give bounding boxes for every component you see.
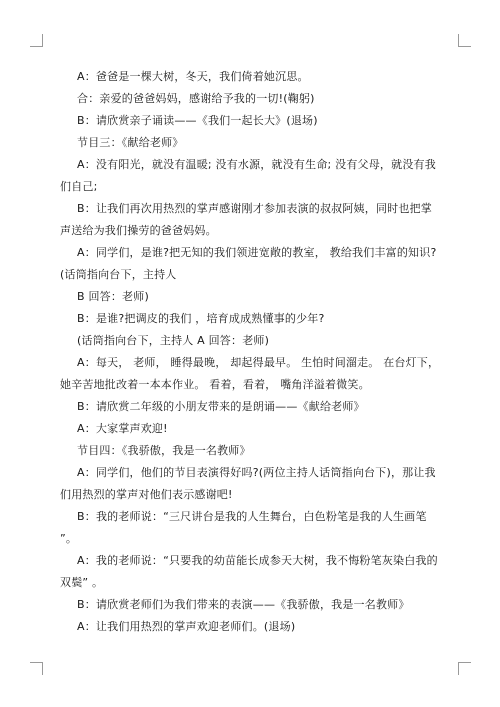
paragraph-16: B：我的老师说：“三尺讲台是我的人生舞台，白色粉笔是我的人生画笔 ”。 [60,510,427,545]
paragraph-13: A：大家掌声欢迎! [77,422,168,435]
section-heading-4: 节目四：《我骄傲，我是一名教师》 [77,444,251,457]
paragraph-15: A：同学们，他们的节目表演得好吗?(两位主持人话筒指向台下)，那让我们用热烈的掌声对他们表示感谢吧! [60,466,436,501]
paragraph-10: (话筒指向台下，主持人 A 回答：老师) [77,334,270,347]
paragraph-19: A：让我们用热烈的掌声欢迎老师们。(退场) [77,620,296,633]
paragraph-6: B：让我们再次用热烈的掌声感谢刚才参加表演的叔叔阿姨，同时也把掌声送给为我们操劳的爸爸妈妈。 [60,202,432,237]
paragraph-1: A：爸爸是一棵大树，冬天，我们倚着她沉思。 [77,70,309,83]
paragraph-12: B：请欣赏二年级的小朋友带来的是朗诵——《献给老师》 [77,400,365,413]
paragraph-3: B：请欣赏亲子诵读——《我们一起长大》(退场) [77,114,318,127]
document-body [60,66,440,638]
paragraph-11: A：每天， 老师， 睡得最晚， 却起得最早。 生怕时间溜走。 在台灯下， 她辛苦地批改着一本本作业。 看着，看着， 嘴角洋溢着微笑。 [60,356,440,391]
crop-mark-top-right [458,34,471,47]
crop-mark-bottom-right [458,662,471,675]
section-heading-3: 节目三：《献给老师》 [77,136,184,149]
paragraph-5: A：没有阳光，就没有温暖; 没有水源，就没有生命; 没有父母，就没有我们自己; [60,158,436,193]
paragraph-18: B：请欣赏老师们为我们带来的表演——《我骄傲，我是一名教师》 [77,598,410,611]
paragraph-17: A：我的老师说：“只要我的幼苗能长成参天大树，我不悔粉笔灰染白我的双鬓” 。 [60,554,438,589]
paragraph-9: B：是谁?把调皮的我们 ，培育成成熟懂事的少年? [77,312,325,325]
crop-mark-bottom-left [30,662,43,675]
paragraph-7: A：同学们，是谁?把无知的我们领进宽敞的教室， 教给我们丰富的知识? (话筒指向台下，主持人 [60,246,437,281]
paragraph-8: B 回答：老师) [77,290,149,303]
crop-mark-top-left [30,34,43,47]
paragraph-2: 合：亲爱的爸爸妈妈，感谢给予我的一切!(鞠躬) [77,92,315,105]
